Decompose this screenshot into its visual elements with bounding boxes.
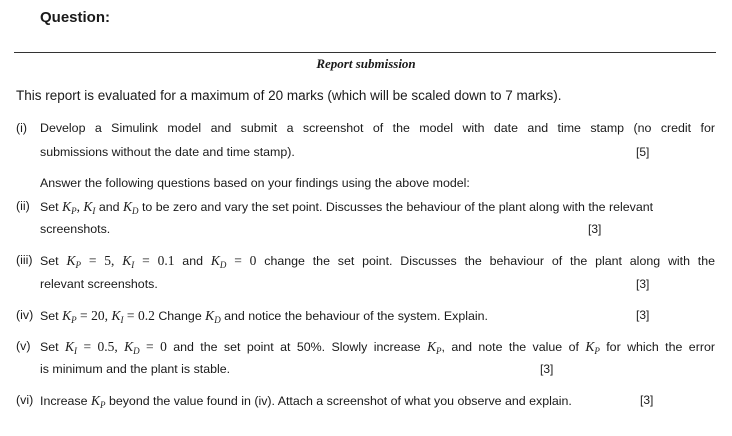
item-v-line2: is minimum and the plant is stable. <box>40 362 231 376</box>
divider <box>14 52 716 53</box>
kp-symbol: $K_P$ <box>585 339 600 356</box>
item-vi-mark: [3] <box>640 393 654 407</box>
report-submission-title: Report submission <box>316 56 416 71</box>
item-i-number: (i) <box>16 121 28 135</box>
item-iv-line1: Set $K_P = 20$, $K_I = 0.2$ Change $K_D$ and notice the behaviour of the system. Explain. <box>40 308 488 325</box>
ki-symbol: $K_I$ <box>111 308 124 325</box>
ki-symbol: $K_I$ <box>122 253 135 270</box>
item-iii-mark: [3] <box>636 277 650 291</box>
kd-symbol: $K_D$ <box>123 199 139 216</box>
questions-lead-in: Answer the following questions based on your findings using the above model: <box>40 176 470 190</box>
item-ii-number: (ii) <box>16 199 30 213</box>
kp-symbol: $K_P$ <box>426 339 442 356</box>
question-heading: Question: <box>40 9 110 26</box>
kd-symbol: $K_D$ <box>205 308 221 325</box>
item-vi-line1: Increase $K_P$ beyond the value found in (iv). Attach a screenshot of what you observe and explain. <box>40 393 572 410</box>
kd-symbol: $K_D$ <box>210 253 227 270</box>
kp-symbol: $K_P$ <box>62 199 77 216</box>
item-i-line2: submissions without the date and time stamp). <box>40 145 295 159</box>
ki-symbol: $K_I$ <box>83 199 96 216</box>
item-v-mark: [3] <box>540 362 554 376</box>
item-i-mark: [5] <box>636 145 650 159</box>
kp-symbol: $K_P$ <box>90 393 106 410</box>
item-iv-number: (iv) <box>16 308 34 322</box>
kd-symbol: $K_D$ <box>124 339 140 356</box>
item-iii-number: (iii) <box>16 253 33 267</box>
item-vi-number: (vi) <box>16 393 34 407</box>
item-iv-mark: [3] <box>636 308 650 322</box>
item-ii-mark: [3] <box>588 222 602 236</box>
item-ii-line2: screenshots. <box>40 222 111 236</box>
kp-symbol: $K_P$ <box>66 253 81 270</box>
item-ii-line1: Set $K_P$, $K_I$ and $K_D$ to be zero and vary the set point. Discusses the behaviour of the plant along with the relevant <box>40 199 654 216</box>
intro-text: This report is evaluated for a maximum of 20 marks (which will be scaled down to 7 marks). <box>16 88 562 103</box>
item-i-line1: Develop a Simulink model and submit a screenshot of the model with date and time stamp (no credit for <box>40 121 715 135</box>
item-iii-line2: relevant screenshots. <box>40 277 158 291</box>
ki-symbol: $K_I$ <box>65 339 78 356</box>
item-v-line1: Set $K_I = 0.5$, $K_D = 0$ and the set point at 50%. Slowly increase $K_P$, and note the value of $K_P$ for which the error <box>40 339 715 356</box>
item-iii-line1: Set $K_P = 5$, $K_I = 0.1$ and $K_D = 0$ change the set point. Discusses the behaviour of the plant along with the <box>40 253 716 270</box>
item-v-number: (v) <box>16 339 31 353</box>
kp-symbol: $K_P$ <box>62 308 77 325</box>
